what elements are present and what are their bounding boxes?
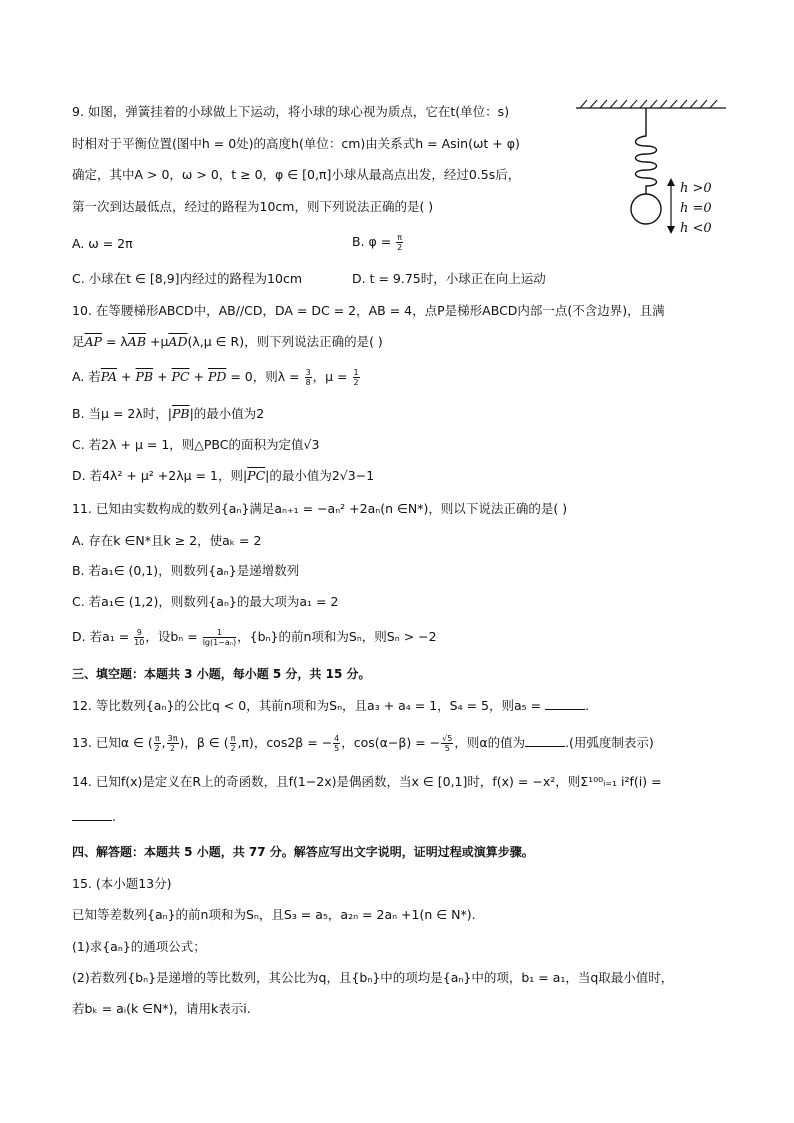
q12-answer-blank[interactable] [545,697,585,710]
q9-option-b: B. φ = $\frac{\pi}{2}$ [352,233,403,252]
q15-part-2-cont: 若bₖ = aᵢ(k ∈N*)，请用k表示i. [72,1001,251,1016]
q10-option-d: D. 若4λ² + μ² +2λμ = 1，则$|\overline{PC}|$的最小值为2√3−1 [72,468,375,483]
q10-option-b: B. 当μ = 2λ时，$|\overline{PB}|$的最小值为2 [72,406,265,421]
label-h-negative: h <0 [680,221,712,236]
q14-line-2: . [72,808,116,826]
spring-coil [636,108,657,194]
q11-option-d: D. 若a₁ = $\frac{9}{10}$ ，设bₙ = $\frac{1}{\text{lg(1−aₙ)}}$ ，{bₙ}的前n项和为Sₙ，则Sₙ > −2 [72,628,437,647]
q11-option-c: C. 若a₁∈ (1,2)，则数列{aₙ}的最大项为a₁ = 2 [72,594,339,609]
motion-arrow [667,178,675,234]
q14-answer-blank[interactable] [72,808,112,821]
q10-option-c: C. 若2λ + μ = 1，则△PBC的面积为定值√3 [72,437,320,452]
q12: 12. 等比数列{aₙ}的公比q < 0，其前n项和为Sₙ，且a₃ + a₄ = 1，S₄ = 5，则a₅ = . [72,698,590,713]
q9-option-c: C. 小球在t ∈ [8,9]内经过的路程为10cm [72,271,302,286]
section-3-heading: 三、填空题：本题共 3 小题，每小题 5 分，共 15 分。 [72,667,371,681]
q10-option-a: A. 若$\overline{PA} + \overline{PB} + \overline{PC} + \overline{PD} = 0$，则λ = $\frac{3}{8}$ ，μ = $\frac{1}{2}$ [72,368,359,387]
q9-option-a: A. ω = 2π [72,236,133,251]
q13: 13. 已知α ∈ ( $\frac{\pi}{2}$ , $\frac{3\pi}{2}$ )，β ∈ ( $\frac{\pi}{2}$ ,π)，cos2β = − $\frac{4}{5}$ ，cos(α−β) = − $\frac{√5}{5}$ ，则α的值为 .(用弧度制表示) [72,734,654,753]
q15-part-1: (1)求{aₙ}的通项公式； [72,939,206,954]
spring-figure [576,98,736,248]
q11-option-a: A. 存在k ∈N*且k ≥ 2，使aₖ = 2 [72,533,262,548]
label-h-positive: h >0 [680,181,712,196]
q15-part-2: (2)若数列{bₙ}是递增的等比数列，其公比为q，且{bₙ}中的项均是{aₙ}中的项，b₁ = a₁，当q取最小值时， [72,970,674,985]
q14-line-1: 14. 已知f(x)是定义在R上的奇函数，且f(1−2x)是偶函数，当x ∈ [0,1]时，f(x) = −x²，则Σ¹⁰⁰ᵢ₌₁ i²f(i) = [72,774,662,789]
q15-line-1: 已知等差数列{aₙ}的前n项和为Sₙ，且S₃ = a₅，a₂ₙ = 2aₙ +1(n ∈ N*). [72,907,476,922]
ceiling-hatch [576,100,726,108]
label-h-zero: h =0 [680,201,712,216]
q9-line-4: 第一次到达最低点，经过的路程为10cm，则下列说法正确的是( ) [72,199,434,214]
q9-option-d: D. t = 9.75时，小球正在向上运动 [352,271,546,286]
ball [631,194,661,224]
q13-answer-blank[interactable] [525,734,565,747]
q10-line-1: 10. 在等腰梯形ABCD中，AB//CD，DA = DC = 2，AB = 4，点P是梯形ABCD内部一点(不含边界)，且满 [72,303,665,318]
q10-line-2: 足$\overline{AP} = \lambda\overline{AB} +\mu\overline{AD}(\lambda,\mu$ ∈ R)，则下列说法正确的是( ) [72,334,383,349]
q11-line-1: 11. 已知由实数构成的数列{aₙ}满足aₙ₊₁ = −aₙ² +2aₙ(n ∈N*)，则以下说法正确的是( ) [72,501,568,516]
q15-title: 15. (本小题13分) [72,876,172,891]
q9-line-3: 确定，其中A > 0，ω > 0，t ≥ 0，φ ∈ [0,π]小球从最高点出发，经过0.5s后， [72,167,521,182]
q9-line-1: 9. 如图，弹簧挂着的小球做上下运动，将小球的球心视为质点，它在t(单位：s) [72,104,510,119]
q9-line-2: 时相对于平衡位置(图中h = 0处)的高度h(单位：cm)由关系式h = Asin(ωt + φ) [72,136,520,151]
section-4-heading: 四、解答题：本题共 5 小题，共 77 分。解答应写出文字说明，证明过程或演算步骤。 [72,845,534,859]
q11-option-b: B. 若a₁∈ (0,1)，则数列{aₙ}是递增数列 [72,563,300,578]
